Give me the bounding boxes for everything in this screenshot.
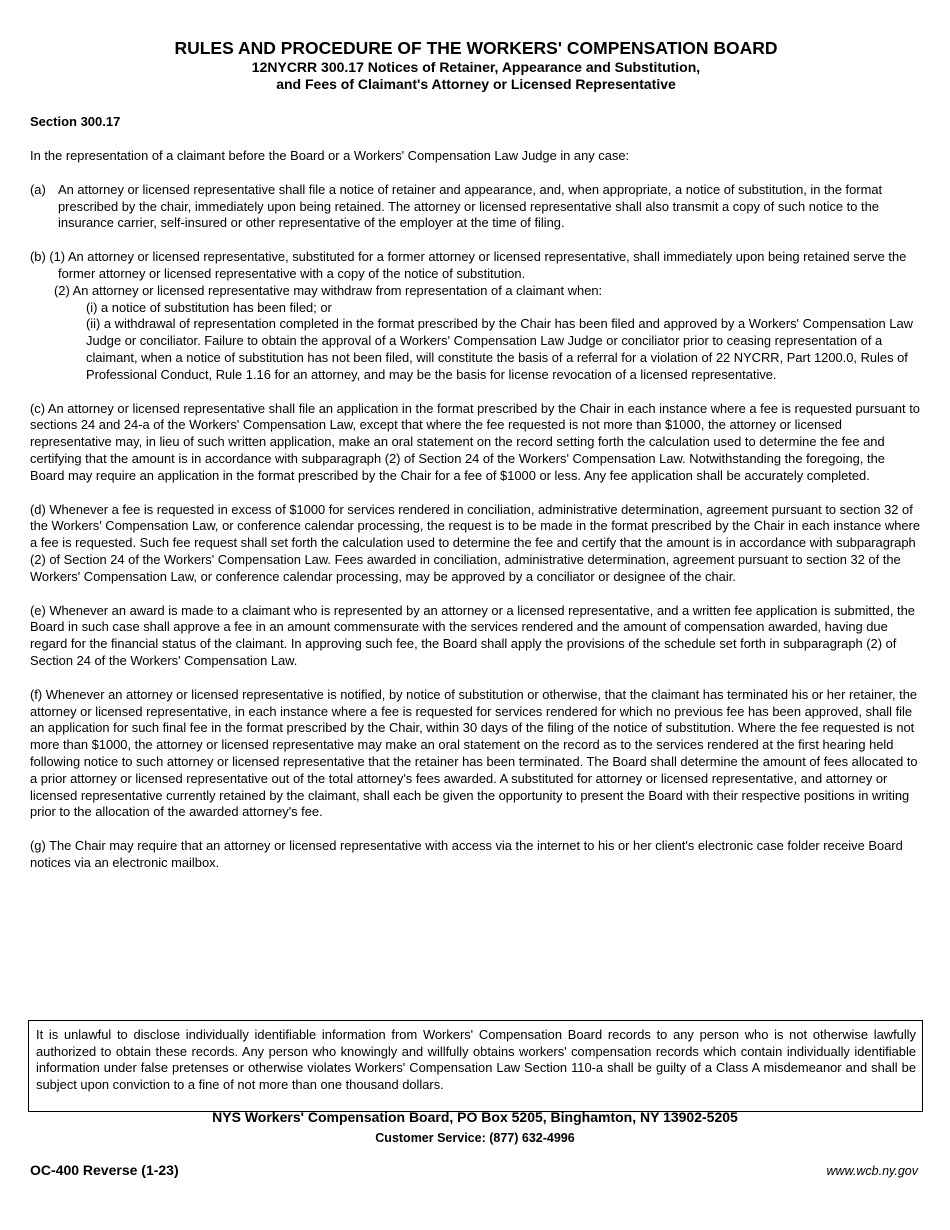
footer-address: NYS Workers' Compensation Board, PO Box 5205, Binghamton, NY 13902-5205 <box>212 1109 738 1125</box>
paragraph-f: (f) Whenever an attorney or licensed representative is notified, by notice of substitution or otherwise, that the claimant has terminated his or her retainer, the attorney or licensed representative, in each instance where a fee is requested for services rendered for which no previous fee has been approved, shall file an application for such final fee in the format prescribed by the Chair, within 30 days of the filing of the notice of substitution. Where the fee requested is not more than $1000, the attorney or licensed representative may make an oral statement on the record as to the services rendered at the first hearing held following notice to such attorney or licensed representative that the retainer has been terminated. The Board shall determine the amount of fees allocated to a prior attorney or licensed representative out of the total attorney's fees awarded. A substituted for attorney or licensed representative, and attorney or licensed representative currently retained by the claimant, shall each be given the opportunity to present the Board with their respective positions in writing prior to the allocation of the awarded attorney's fee. <box>30 686 918 820</box>
website-link[interactable]: www.wcb.ny.gov <box>826 1164 918 1178</box>
page-title: RULES AND PROCEDURE OF THE WORKERS' COMPENSATION BOARD <box>174 38 778 58</box>
document-body <box>30 38 922 872</box>
form-id: OC-400 Reverse (1-23) <box>30 1162 179 1178</box>
paragraph-a-label: (a) <box>30 181 46 197</box>
section-label: Section 300.17 <box>30 114 121 129</box>
paragraph-b-subitem-i: (i) a notice of substitution has been filed; or <box>86 299 332 315</box>
paragraph-d: (d) Whenever a fee is requested in excess of $1000 for services rendered in conciliation, administrative determination, agreement pursuant to section 32 of the Workers' Compensation Law, or conference calendar processing, the request is to be made in the format prescribed by the Chair in each instance where a fee is requested. Such fee request shall set forth the calculation used to determine the fee and certify that the amount is in accordance with subparagraph (2) of Section 24 of the Workers' Compensation Law. Fees awarded in conciliation, administrative determination, agreement pursuant to section 32 of the Workers' Compensation Law, or conference calendar processing, may be approved by a conciliator or designee of the chair. <box>30 501 921 584</box>
page-subtitle-line-1: 12NYCRR 300.17 Notices of Retainer, Appearance and Substitution, <box>251 59 701 75</box>
intro-paragraph: In the representation of a claimant before the Board or a Workers' Compensation Law Judge in any case: <box>30 148 630 163</box>
privacy-notice-box: It is unlawful to disclose individually identifiable information from Workers' Compensation Board records to any person who is not otherwise lawfully authorized to obtain these records. Any person who knowingly and willfully obtains workers' compensation records which contain individually identifiable information under false pretenses or otherwise violates Workers' Compensation Law Section 110-a shall be guilty of a Class A misdemeanor and shall be subject upon conviction to a fine of not more than one thousand dollars. <box>28 1020 923 1112</box>
paragraph-b-subitem-ii: (ii) a withdrawal of representation completed in the format prescribed by the Chair has been filed and approved by a Workers' Compensation Law Judge or conciliator. Failure to obtain the approval of a Workers' Compensation Law Judge or conciliator prior to ceasing representation of a claimant, when a notice of substitution has not been filed, will constitute the basis of a referral for a violation of 22 NYCRR, Part 1200.0, Rules of Professional Conduct, Rule 1.16 for an attorney, and may be the basis for license revocation of a licensed representative. <box>86 316 913 382</box>
footer-customer-service: Customer Service: (877) 632-4996 <box>375 1131 575 1145</box>
page-subtitle-line-2: and Fees of Claimant's Attorney or Licensed Representative <box>276 76 676 92</box>
paragraph-b-item-1: (b) (1) An attorney or licensed representative, substituted for a former attorney or licensed representative, shall immediately upon being retained serve the former attorney or licensed representative with a copy of the notice of substitution. <box>30 249 907 281</box>
paragraph-e: (e) Whenever an award is made to a claimant who is represented by an attorney or a licensed representative, and a written fee application is submitted, the Board in such case shall approve a fee in an amount commensurate with the services rendered and the amount of compensation awarded, having due regard for the financial status of the claimant. In approving such fee, the Board shall apply the provisions of the schedule set forth in subparagraph (2) of Section 24 of the Workers' Compensation Law. <box>30 602 915 668</box>
paragraph-a <box>30 182 922 232</box>
paragraph-g: (g) The Chair may require that an attorney or licensed representative with access via the internet to his or her client's electronic case folder receive Board notices via an electronic mailbox. <box>30 838 903 870</box>
paragraph-a-text: An attorney or licensed representative shall file a notice of retainer and appearance, and, when appropriate, a notice of substitution, in the format prescribed by the chair, immediately upon being retained. The attorney or licensed representative shall also transmit a copy of such notice to the insurance carrier, self-insured or other representative of the employer at the time of filing. <box>58 181 883 231</box>
paragraph-c: (c) An attorney or licensed representative shall file an application in the format prescribed by the Chair in each instance where a fee is requested pursuant to sections 24 and 24-a of the Workers' Compensation Law, except that where the fee requested is not more than $1000, the attorney or licensed representative may, in lieu of such written application, make an oral statement on the record setting forth the calculation used to determine the fee and certifying that the amount is in accordance with subparagraph (2) of Section 24 of the Workers' Compensation Law. Notwithstanding the foregoing, the Board may require an application in the format prescribed by the Chair for a fee of $1000 or less. Any fee application shall be accurately completed. <box>30 400 920 483</box>
paragraph-b-item-2: (2) An attorney or licensed representative may withdraw from representation of a claimant when: <box>54 282 603 298</box>
paragraph-b <box>30 249 922 383</box>
